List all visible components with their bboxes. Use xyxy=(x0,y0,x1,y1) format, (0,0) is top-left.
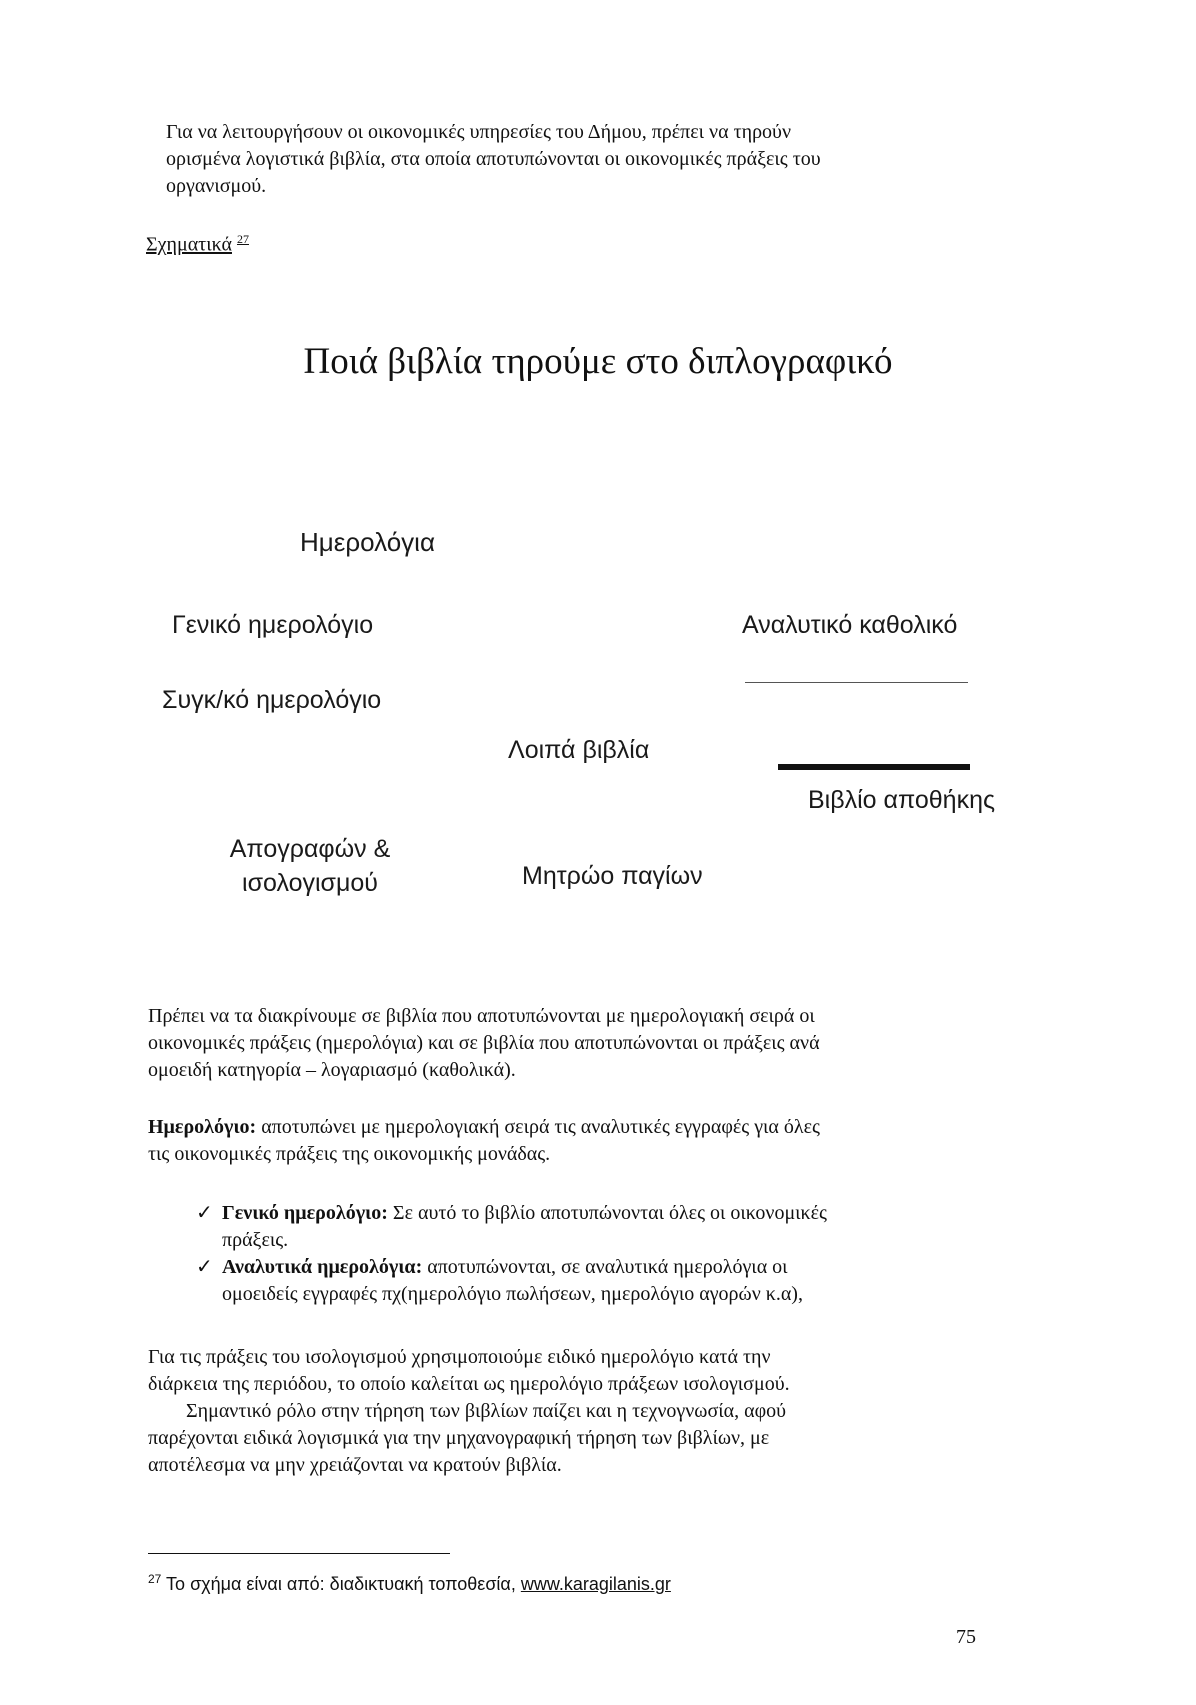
paragraph-technology-role xyxy=(148,1398,1018,1479)
diagram-root-label: Ημερολόγια xyxy=(300,527,435,557)
figure-reference-label: Σχηματικά xyxy=(146,233,232,256)
diagram-title: Ποιά βιβλία τηρούμε στο διπλογραφικό xyxy=(303,341,893,382)
page-number: 75 xyxy=(956,1626,976,1648)
check-icon: ✓ xyxy=(196,1202,213,1224)
bullet-item-analytic xyxy=(196,1254,1018,1281)
bullet-general-line-1: Σε αυτό το βιβλίο αποτυπώνονται όλες οι οικονομικές xyxy=(387,1202,827,1224)
para1-line-3: ομοειδή κατηγορία – λογαριασμό (καθολικά). xyxy=(148,1059,516,1081)
fixed-assets-label: Μητρώο παγίων xyxy=(522,862,703,890)
para1-line-1: Πρέπει να τα διακρίνουμε σε βιβλία που αποτυπώνονται με ημερολογιακή σειρά οι xyxy=(148,1005,815,1027)
footnote-link[interactable]: www.karagilanis.gr xyxy=(520,1574,671,1594)
footnote-text: Το σχήμα είναι από: διαδικτυακή τοποθεσία, xyxy=(161,1574,521,1594)
footnote xyxy=(148,1572,671,1595)
analytic-ledger-label: Αναλυτικό καθολικό xyxy=(742,611,958,639)
consolidated-journal-label: Συγκ/κό ημερολόγιο xyxy=(162,686,382,714)
analytic-ledger-divider xyxy=(745,682,968,683)
bullet-list xyxy=(196,1200,1018,1308)
intro-paragraph xyxy=(166,119,1018,200)
check-icon: ✓ xyxy=(196,1256,213,1278)
paragraph-journal-definition xyxy=(148,1114,1018,1168)
inventory-balance-label xyxy=(220,832,400,900)
footnote-separator xyxy=(148,1553,450,1554)
para4-line-3: αποτέλεσμα να μην χρειάζονται να κρατούν βιβλία. xyxy=(148,1454,562,1476)
journal-term: Ημερολόγιο: xyxy=(148,1116,257,1138)
inventory-balance-line-2: ισολογισμού xyxy=(242,869,378,897)
figure-reference xyxy=(146,232,249,257)
warehouse-book-bar xyxy=(778,764,970,770)
bullet-general-line-2: πράξεις. xyxy=(222,1229,289,1251)
intro-line-3: οργανισμού. xyxy=(166,175,267,197)
paragraph-books-distinction xyxy=(148,1003,1018,1084)
para2-line-1 xyxy=(148,1114,1018,1141)
bullet-analytic-line-1: αποτυπώνονται, σε αναλυτικά ημερολόγια οι xyxy=(422,1256,788,1278)
para2-line-1-text: αποτυπώνει με ημερολογιακή σειρά τις αναλυτικές εγγραφές για όλες xyxy=(256,1116,820,1138)
intro-line-2: ορισμένα λογιστικά βιβλία, στα οποία αποτυπώνονται οι οικονομικές πράξεις του xyxy=(166,148,821,170)
general-journal-label: Γενικό ημερολόγιο xyxy=(172,611,374,639)
paragraph-balance-journal xyxy=(148,1344,1018,1398)
analytic-journals-term: Αναλυτικά ημερολόγια: xyxy=(222,1256,423,1278)
general-journal-term: Γενικό ημερολόγιο: xyxy=(222,1202,388,1224)
para4-line-2: παρέχονται ειδικά λογισμικά για την μηχανογραφική τήρηση των βιβλίων, με xyxy=(148,1427,770,1449)
warehouse-book-label: Βιβλίο αποθήκης xyxy=(808,786,996,814)
bullet-item-general xyxy=(196,1200,1018,1227)
para1-line-2: οικονομικές πράξεις (ημερολόγια) και σε βιβλία που αποτυπώνονται οι πράξεις ανά xyxy=(148,1032,820,1054)
inventory-balance-line-1: Απογραφών & xyxy=(229,835,391,863)
footnote-number: 27 xyxy=(148,1572,162,1586)
bullet-analytic-line-2: ομοειδείς εγγραφές πχ(ημερολόγιο πωλήσεων, ημερολόγιο αγορών κ.α), xyxy=(222,1283,803,1305)
para3-line-1: Για τις πράξεις του ισολογισμού χρησιμοποιούμε ειδικό ημερολόγιο κατά την xyxy=(148,1346,771,1368)
para3-line-2: διάρκεια της περιόδου, το οποίο καλείται ως ημερολόγιο πράξεων ισολογισμού. xyxy=(148,1373,790,1395)
para2-line-2: τις οικονομικές πράξεις της οικονομικής μονάδας. xyxy=(148,1143,551,1165)
figure-footnote-marker: 27 xyxy=(236,232,249,246)
other-books-label: Λοιπά βιβλία xyxy=(508,736,650,764)
intro-line-1: Για να λειτουργήσουν οι οικονομικές υπηρεσίες του Δήμου, πρέπει να τηρούν xyxy=(166,121,791,143)
para4-line-1: Σημαντικό ρόλο στην τήρηση των βιβλίων παίζει και η τεχνογνωσία, αφού xyxy=(186,1400,787,1422)
